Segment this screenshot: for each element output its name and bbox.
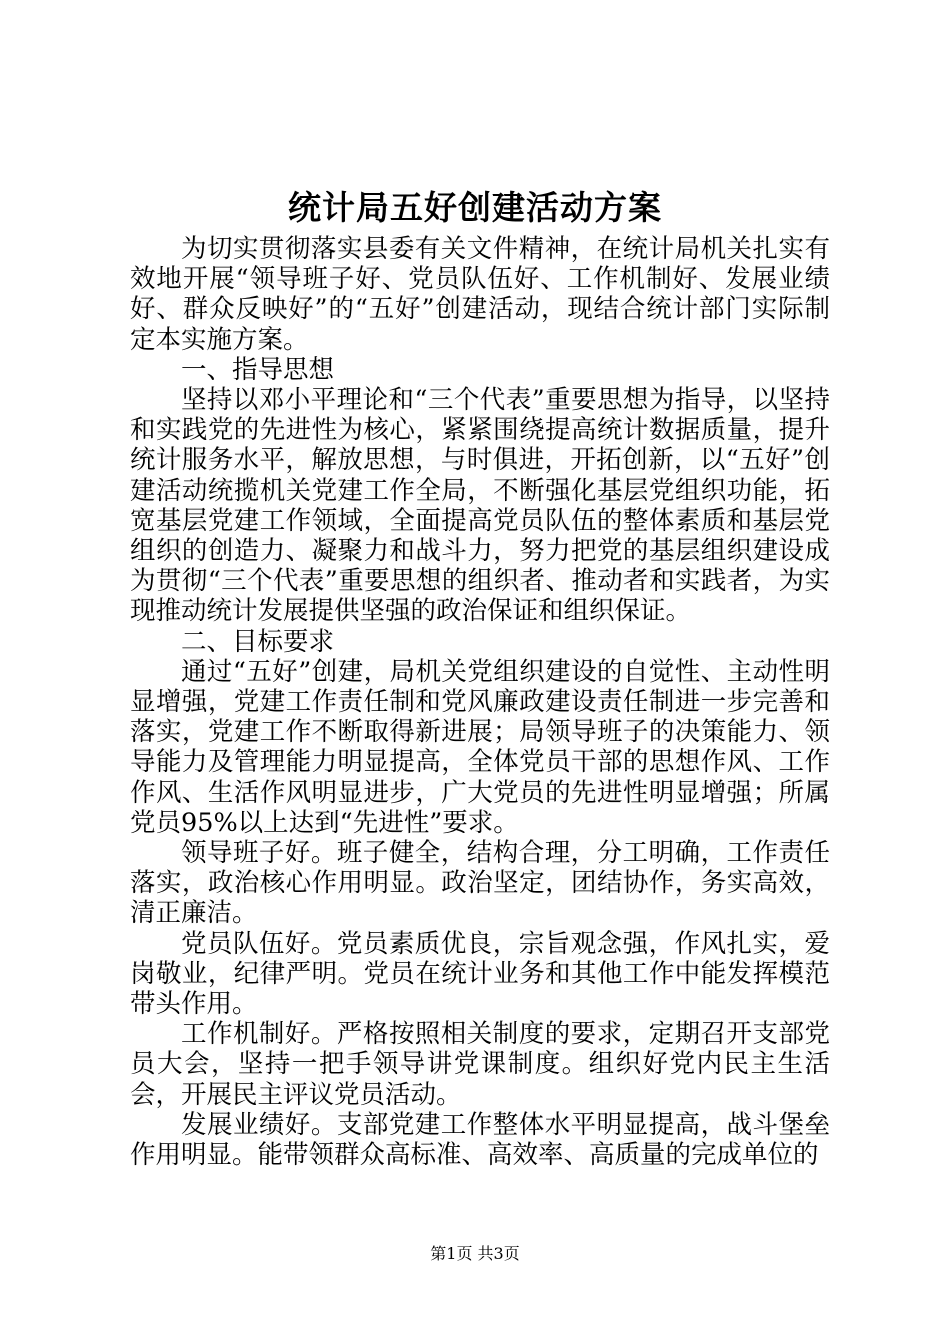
development-performance-paragraph: 发展业绩好。支部党建工作整体水平明显提高，战斗堡垒作用明显。能带领群众高标准、高效率、高质量的完成单位的: [130, 1109, 830, 1171]
page-footer: 第1页 共3页: [430, 1244, 520, 1263]
leadership-paragraph: 领导班子好。班子健全，结构合理，分工明确，工作责任落实，政治核心作用明显。政治坚定，团结协作，务实高效，清正廉洁。: [130, 838, 830, 929]
section-heading-guiding-thought: 一、指导思想: [181, 354, 335, 385]
goals-paragraph: 通过“五好”创建，局机关党组织建设的自觉性、主动性明显增强，党建工作责任制和党风廉政建设责任制进一步完善和落实，党建工作不断取得新进展；局领导班子的决策能力、领导能力及管理能力明显提高，全体党员干部的思想作风、工作作风、生活作风明显进步，广大党员的先进性明显增强；所属党员95%以上达到“先进性”要求。: [130, 656, 830, 838]
document-title: 统计局五好创建活动方案: [288, 188, 662, 227]
guiding-thought-paragraph: 坚持以邓小平理论和“三个代表”重要思想为指导，以坚持和实践党的先进性为核心，紧紧围绕提高统计数据质量，提升统计服务水平，解放思想，与时俱进，开拓创新，以“五好”创建活动统揽机关党建工作全局，不断强化基层党组织功能，拓宽基层党建工作领域，全面提高党员队伍的整体素质和基层党组织的创造力、凝聚力和战斗力，努力把党的基层组织建设成为贯彻“三个代表”重要思想的组织者、推动者和实践者，为实现推动统计发展提供坚强的政治保证和组织保证。: [130, 385, 830, 627]
intro-paragraph: 为切实贯彻落实县委有关文件精神，在统计局机关扎实有效地开展“领导班子好、党员队伍好、工作机制好、发展业绩好、群众反映好”的“五好”创建活动，现结合统计部门实际制定本实施方案。: [130, 234, 830, 355]
work-mechanism-paragraph: 工作机制好。严格按照相关制度的要求，定期召开支部党员大会，坚持一把手领导讲党课制度。组织好党内民主生活会，开展民主评议党员活动。: [130, 1019, 830, 1110]
party-members-paragraph: 党员队伍好。党员素质优良，宗旨观念强，作风扎实，爱岗敬业，纪律严明。党员在统计业务和其他工作中能发挥模范带头作用。: [130, 928, 830, 1020]
section-heading-goals: 二、目标要求: [181, 626, 335, 657]
document-body: [130, 234, 830, 1170]
